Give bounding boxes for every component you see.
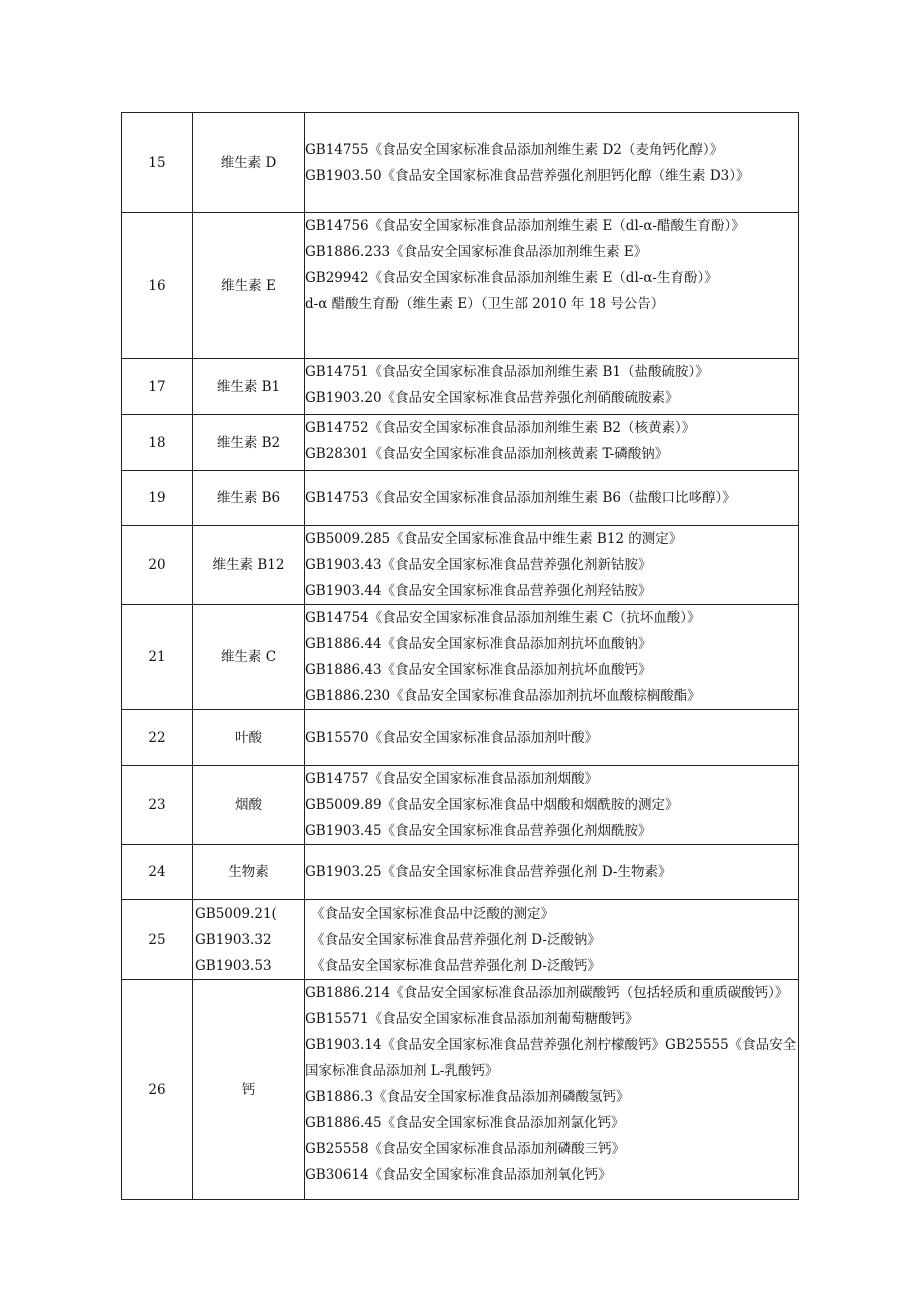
standard-line: GB1886.3《食品安全国家标准食品添加剂磷酸氢钙》 xyxy=(305,1089,630,1105)
row-number: 16 xyxy=(122,213,193,359)
nutrient-name: 维生素 C xyxy=(193,605,305,710)
standards-cell xyxy=(305,359,799,415)
name-line: GB1903.32 xyxy=(195,931,272,948)
table-row xyxy=(122,845,799,900)
row-number: 22 xyxy=(122,710,193,766)
table-row xyxy=(122,766,799,845)
standard-line: GB14757《食品安全国家标准食品添加剂烟酸》 xyxy=(305,771,599,787)
table-row xyxy=(122,213,799,359)
standards-cell xyxy=(305,471,799,526)
nutrient-name xyxy=(193,900,305,980)
standard-line: GB5009.89《食品安全国家标准食品中烟酸和烟酰胺的测定》 xyxy=(305,797,679,813)
standards-cell xyxy=(305,980,799,1200)
nutrient-name: 烟酸 xyxy=(193,766,305,845)
table-row xyxy=(122,980,799,1200)
table-row xyxy=(122,471,799,526)
standard-line: GB30614《食品安全国家标准食品添加剂氧化钙》 xyxy=(305,1167,612,1183)
standard-line: GB1903.45《食品安全国家标准食品营养强化剂烟酰胺》 xyxy=(305,823,652,839)
standard-line: d-α 醋酸生育酚（维生素 E）（卫生部 2010 年 18 号公告） xyxy=(305,296,665,312)
standard-line: GB1903.20《食品安全国家标准食品营养强化剂硝酸硫胺素》 xyxy=(305,390,679,406)
standards-cell xyxy=(305,900,799,980)
nutrient-name: 钙 xyxy=(193,980,305,1200)
nutrient-name: 维生素 B12 xyxy=(193,526,305,605)
nutrient-name: 维生素 B6 xyxy=(193,471,305,526)
standard-line: GB14756《食品安全国家标准食品添加剂维生素 E（dl-α-醋酸生育酚）》 xyxy=(305,218,745,234)
table-row xyxy=(122,415,799,471)
standard-line: GB14751《食品安全国家标准食品添加剂维生素 B1（盐酸硫胺）》 xyxy=(305,364,709,380)
row-number: 15 xyxy=(122,113,193,213)
standards-cell xyxy=(305,415,799,471)
nutrient-name: 生物素 xyxy=(193,845,305,900)
name-line: GB1903.53 xyxy=(195,957,272,974)
name-line: GB5009.21( xyxy=(195,905,277,922)
standard-line: GB1903.44《食品安全国家标准食品营养强化剂羟钴胺》 xyxy=(305,583,652,599)
standard-line: GB1903.43《食品安全国家标准食品营养强化剂新钴胺》 xyxy=(305,557,652,573)
table-row xyxy=(122,710,799,766)
row-number: 23 xyxy=(122,766,193,845)
standards-cell xyxy=(305,213,799,359)
standards-cell xyxy=(305,113,799,213)
standards-table xyxy=(121,112,799,1200)
standard-line: GB1903.25《食品安全国家标准食品营养强化剂 D-生物素》 xyxy=(305,864,672,880)
standards-cell xyxy=(305,766,799,845)
standard-line: GB1886.44《食品安全国家标准食品添加剂抗坏血酸钠》 xyxy=(305,636,652,652)
standard-line: GB14752《食品安全国家标准食品添加剂维生素 B2（核黄素）》 xyxy=(305,420,696,436)
standard-line: GB28301《食品安全国家标准食品添加剂核黄素 T-磷酸钠》 xyxy=(305,446,669,462)
standard-line: GB15571《食品安全国家标准食品添加剂葡萄糖酸钙》 xyxy=(305,1011,639,1027)
standard-line: GB14755《食品安全国家标准食品添加剂维生素 D2（麦角钙化醇）》 xyxy=(305,141,724,158)
nutrient-name: 维生素 E xyxy=(193,213,305,359)
standard-line: GB1886.214《食品安全国家标准食品添加剂碳酸钙（包括轻质和重质碳酸钙）》 xyxy=(305,985,789,1001)
standard-line: 《食品安全国家标准食品中泛酸的测定》 xyxy=(311,905,554,922)
nutrient-name: 维生素 B1 xyxy=(193,359,305,415)
row-number: 24 xyxy=(122,845,193,900)
table-row xyxy=(122,526,799,605)
standards-cell xyxy=(305,605,799,710)
standard-line: GB14753《食品安全国家标准食品添加剂维生素 B6（盐酸口比哆醇）》 xyxy=(305,490,736,506)
standard-line: GB1903.50《食品安全国家标准食品营养强化剂胆钙化醇（维生素 D3）》 xyxy=(305,167,750,184)
standard-line: GB1886.230《食品安全国家标准食品添加剂抗坏血酸棕榈酸酯》 xyxy=(305,688,701,704)
standard-line: GB29942《食品安全国家标准食品添加剂维生素 E（dl-α-生育酚）》 xyxy=(305,270,718,286)
table-row xyxy=(122,359,799,415)
table-row xyxy=(122,900,799,980)
row-number: 18 xyxy=(122,415,193,471)
standards-cell xyxy=(305,710,799,766)
table-row xyxy=(122,605,799,710)
standard-line: GB1886.43《食品安全国家标准食品添加剂抗坏血酸钙》 xyxy=(305,662,652,678)
row-number: 17 xyxy=(122,359,193,415)
nutrient-name: 维生素 D xyxy=(193,113,305,213)
standard-line: 《食品安全国家标准食品营养强化剂 D-泛酸钙》 xyxy=(311,957,601,974)
standard-line: GB14754《食品安全国家标准食品添加剂维生素 C（抗坏血酸）》 xyxy=(305,610,701,626)
standards-cell xyxy=(305,526,799,605)
nutrient-name: 维生素 B2 xyxy=(193,415,305,471)
table-row xyxy=(122,113,799,213)
standard-line: GB1886.45《食品安全国家标准食品添加剂氯化钙》 xyxy=(305,1115,625,1131)
standard-line: GB15570《食品安全国家标准食品添加剂叶酸》 xyxy=(305,729,599,746)
row-number: 20 xyxy=(122,526,193,605)
standard-line: GB1903.14《食品安全国家标准食品营养强化剂柠檬酸钙》GB25555《食品安全国家标准食品添加剂 L-乳酸钙》 xyxy=(305,1037,797,1079)
standard-line: GB1886.233《食品安全国家标准食品添加剂维生素 E》 xyxy=(305,244,648,260)
row-number: 25 xyxy=(122,900,193,980)
nutrient-name: 叶酸 xyxy=(193,710,305,766)
standard-line: 《食品安全国家标准食品营养强化剂 D-泛酸钠》 xyxy=(311,931,601,948)
standard-line: GB25558《食品安全国家标准食品添加剂磷酸三钙》 xyxy=(305,1141,626,1157)
row-number: 21 xyxy=(122,605,193,710)
standards-cell xyxy=(305,845,799,900)
standard-line: GB5009.285《食品安全国家标准食品中维生素 B12 的测定》 xyxy=(305,531,683,547)
row-number: 19 xyxy=(122,471,193,526)
row-number: 26 xyxy=(122,980,193,1200)
